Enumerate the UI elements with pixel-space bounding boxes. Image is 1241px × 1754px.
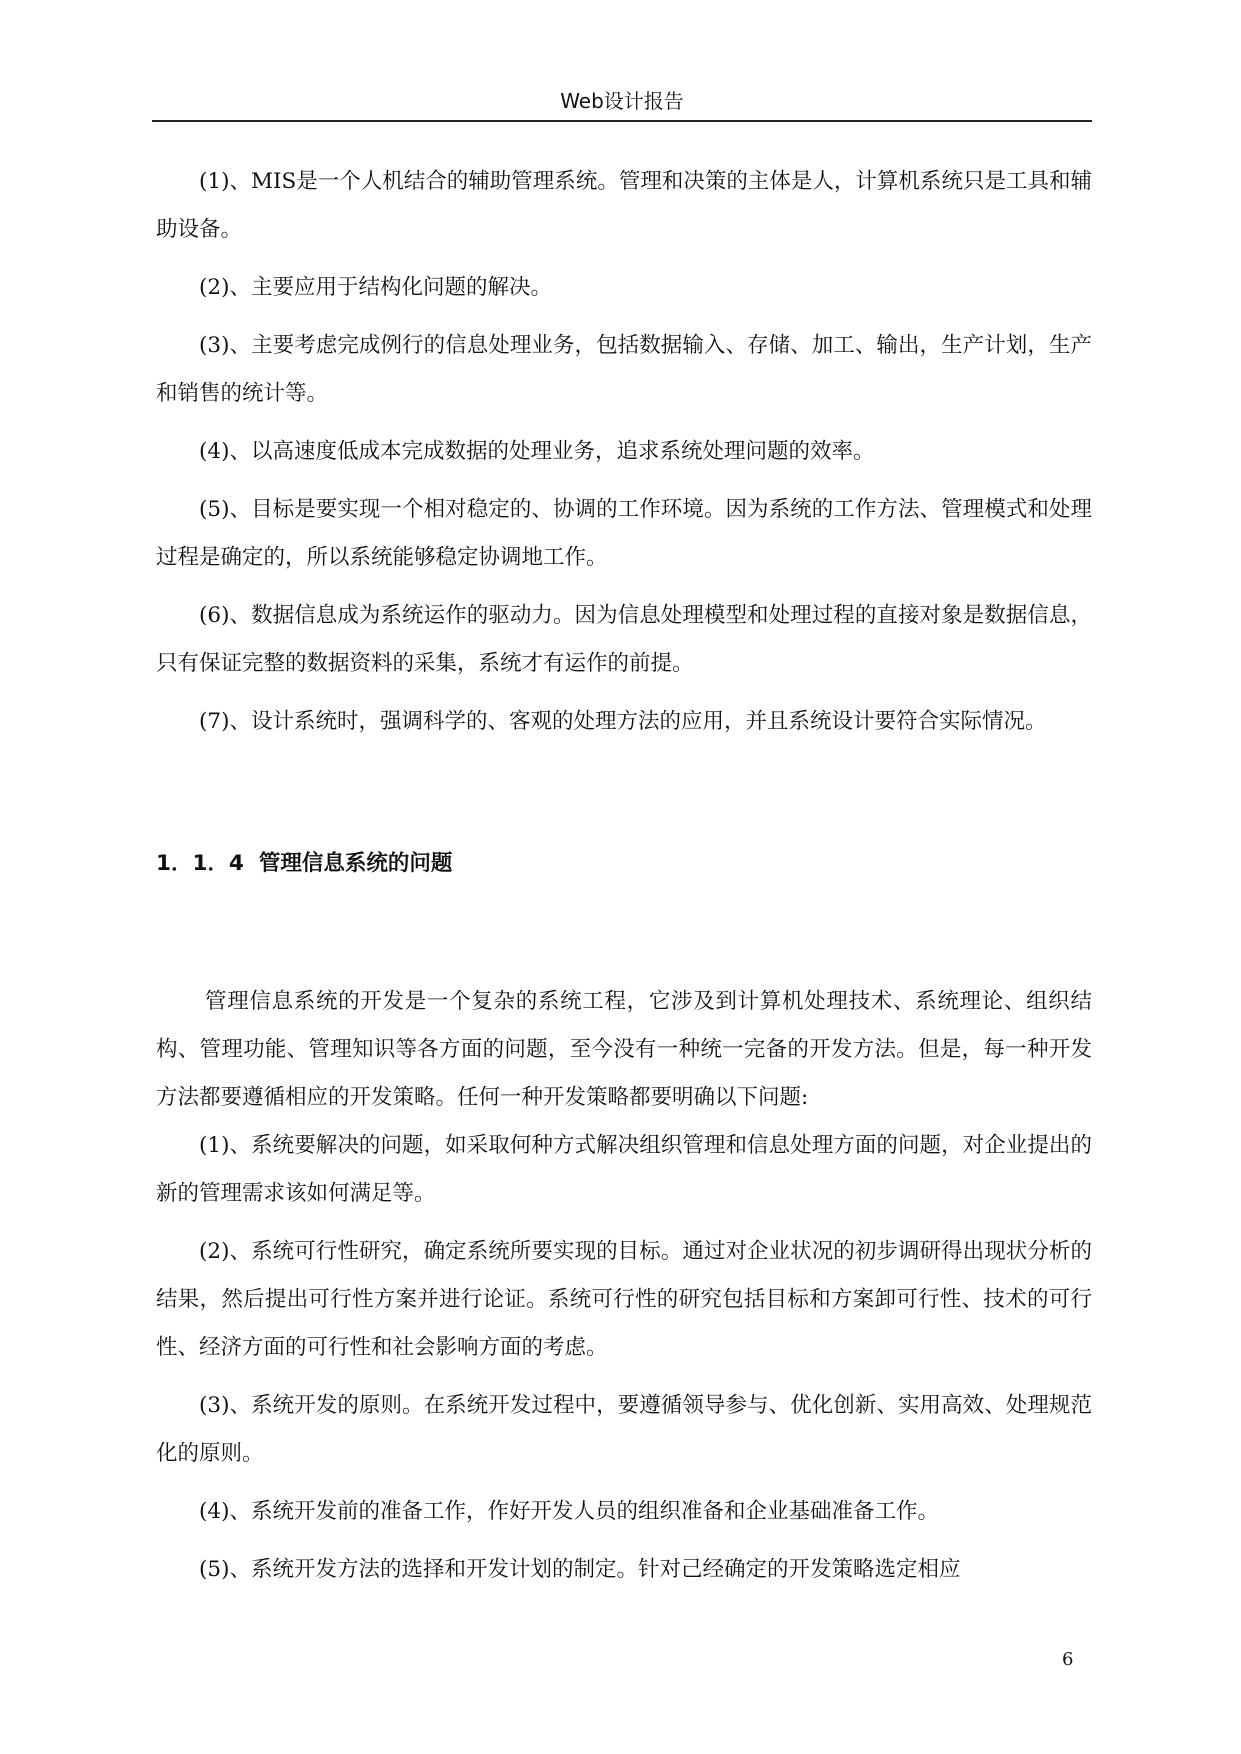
list-item: (5)、目标是要实现一个相对稳定的、协调的工作环境。因为系统的工作方法、管理模式和处理过程是确定的，所以系统能够稳定协调地工作。 <box>156 497 1092 570</box>
header-title: Web设计报告 <box>560 89 684 113</box>
intro-paragraph: 管理信息系统的开发是一个复杂的系统工程，它涉及到计算机处理技术、系统理论、组织结构、管理功能、管理知识等各方面的问题，至今没有一种统一完备的开发方法。但是，每一种开发方法都要遵循相应的开发策略。任何一种开发策略都要明确以下问题: <box>156 989 1092 1110</box>
list-item: (4)、以高速度低成本完成数据的处理业务，追求系统处理问题的效率。 <box>199 439 875 464</box>
list-item: (1)、MIS是一个人机结合的辅助管理系统。管理和决策的主体是人，计算机系统只是工具和辅助设备。 <box>156 169 1092 242</box>
document-body <box>156 158 1092 1604</box>
list-item: (6)、数据信息成为系统运作的驱动力。因为信息处理模型和处理过程的直接对象是数据信息，只有保证完整的数据资料的采集，系统才有运作的前提。 <box>156 603 1092 676</box>
section-heading: 1．1．4 管理信息系统的问题 <box>156 851 453 876</box>
list-item: (4)、系统开发前的准备工作，作好开发人员的组织准备和企业基础准备工作。 <box>199 1499 939 1524</box>
list-item: (1)、系统要解决的问题，如采取何种方式解决组织管理和信息处理方面的问题，对企业提出的新的管理需求该如何满足等。 <box>156 1133 1092 1206</box>
list-item: (7)、设计系统时，强调科学的、客观的处理方法的应用，并且系统设计要符合实际情况。 <box>199 709 1047 734</box>
page-number: 6 <box>1062 1649 1074 1670</box>
list-item: (2)、主要应用于结构化问题的解决。 <box>199 275 552 300</box>
list-item: (5)、系统开发方法的选择和开发计划的制定。针对己经确定的开发策略选定相应 <box>199 1557 961 1582</box>
list-item: (2)、系统可行性研究，确定系统所要实现的目标。通过对企业状况的初步调研得出现状分析的结果，然后提出可行性方案并进行论证。系统可行性的研究包括目标和方案卸可行性、技术的可行性、经济方面的可行性和社会影响方面的考虑。 <box>156 1239 1092 1360</box>
list-item: (3)、主要考虑完成例行的信息处理业务，包括数据输入、存储、加工、输出，生产计划，生产和销售的统计等。 <box>156 333 1092 406</box>
page-header <box>152 86 1092 122</box>
list-item: (3)、系统开发的原则。在系统开发过程中，要遵循领导参与、优化创新、实用高效、处理规范化的原则。 <box>156 1393 1092 1466</box>
